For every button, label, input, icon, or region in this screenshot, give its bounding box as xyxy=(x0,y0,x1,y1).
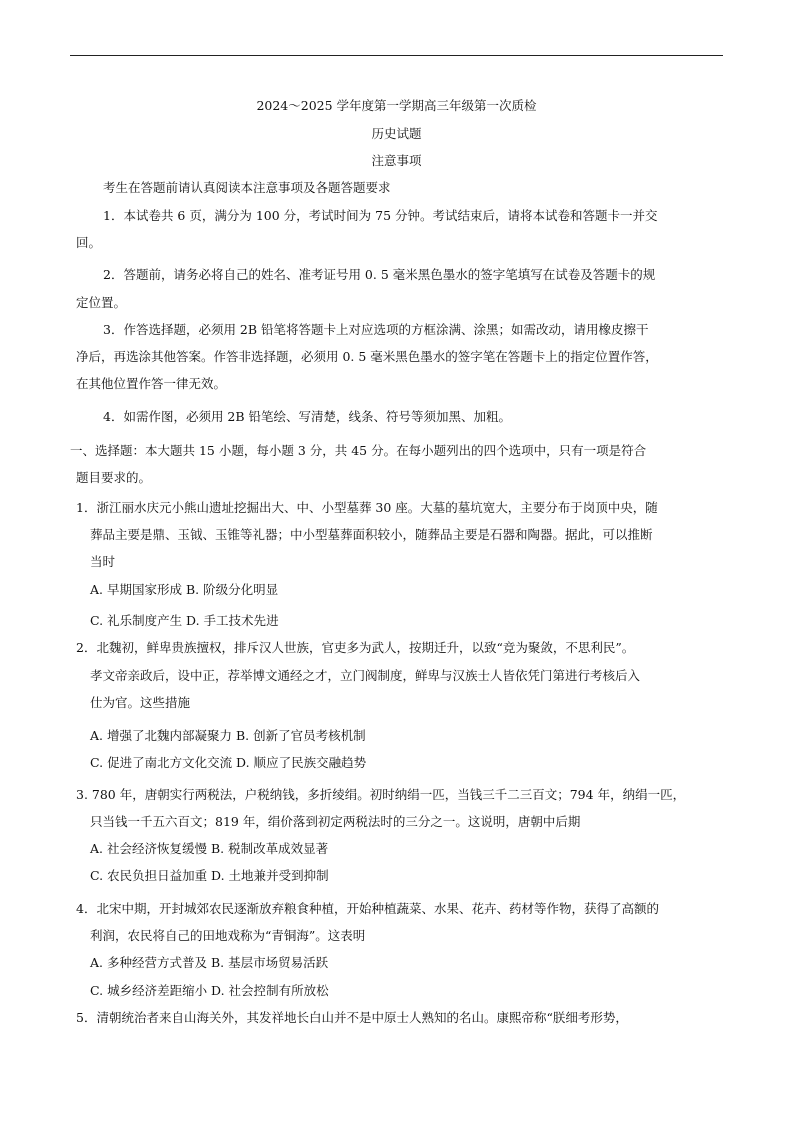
question-5-stem-line-1: 5．清朝统治者来自山海关外，其发祥地长白山并不是中原士人熟知的名山。康熙帝称“朕细考形势， xyxy=(76,1010,628,1025)
question-1-stem-line-2: 葬品主要是鼎、玉钺、玉锥等礼器；中小型墓葬面积较小，随葬品主要是石器和陶器。据此，可以推断 xyxy=(90,527,653,542)
question-1-stem-line-3: 当时 xyxy=(90,554,116,569)
notice-item-1-line-2: 回。 xyxy=(76,235,102,250)
notice-heading: 注意事项 xyxy=(371,153,422,168)
question-2-stem-line-3: 仕为官。这些措施 xyxy=(90,695,191,710)
notice-item-3-line-2: 净后，再选涂其他答案。作答非选择题，必须用 0. 5 毫米黑色墨水的签字笔在答题卡上的指定位置作答， xyxy=(76,349,658,364)
question-4-options-line-2: C. 城乡经济差距缩小 D. 社会控制有所放松 xyxy=(90,983,329,998)
question-2-options-line-1: A. 增强了北魏内部凝聚力 B. 创新了官员考核机制 xyxy=(90,728,366,743)
question-1-stem-line-1: 1．浙江丽水庆元小熊山遗址挖掘出大、中、小型墓葬 30 座。大墓的墓坑宽大，主要分布于岗顶中央，随 xyxy=(76,500,658,515)
notice-item-1-line-1: 1．本试卷共 6 页，满分为 100 分，考试时间为 75 分钟。考试结束后，请将本试卷和答题卡一并交 xyxy=(103,208,658,223)
question-2-options-line-2: C. 促进了南北方文化交流 D. 顺应了民族交融趋势 xyxy=(90,755,367,770)
notice-item-3-line-3: 在其他位置作答一律无效。 xyxy=(76,376,227,391)
question-4-stem-line-1: 4．北宋中期，开封城郊农民逐渐放弃粮食种植，开始种植蔬菜、水果、花卉、药材等作物，获得了高额的 xyxy=(76,901,659,916)
question-2-stem-line-2: 孝文帝亲政后，设中正，荐举博文通经之才，立门阀制度，鲜卑与汉族士人皆依凭门第进行考核后入 xyxy=(90,668,641,683)
header-rule xyxy=(70,55,723,56)
question-3-options-line-2: C. 农民负担日益加重 D. 土地兼并受到抑制 xyxy=(90,868,329,883)
exam-subject: 历史试题 xyxy=(371,126,422,141)
question-4-stem-line-2: 利润，农民将自己的田地戏称为“青铜海”。这表明 xyxy=(90,928,366,943)
notice-item-2-line-1: 2．答题前，请务必将自己的姓名、准考证号用 0. 5 毫米黑色墨水的签字笔填写在试卷及答题卡的规 xyxy=(103,267,656,282)
exam-title: 2024～2025 学年度第一学期高三年级第一次质检 xyxy=(256,98,537,113)
notice-intro: 考生在答题前请认真阅读本注意事项及各题答题要求 xyxy=(103,180,391,195)
section-heading-line-2: 题目要求的。 xyxy=(76,470,152,485)
section-heading-line-1: 一、选择题：本大题共 15 小题，每小题 3 分，共 45 分。在每小题列出的四个选项中，只有一项是符合 xyxy=(70,443,647,458)
question-3-stem-line-1: 3. 780 年，唐朝实行两税法，户税纳钱，多折绫绢。初时纳绢一匹，当钱三千二三百文；794 年，纳绢一匹， xyxy=(76,787,686,802)
question-4-options-line-1: A. 多种经营方式普及 B. 基层市场贸易活跃 xyxy=(90,955,329,970)
notice-item-2-line-2: 定位置。 xyxy=(76,295,127,310)
question-3-options-line-1: A. 社会经济恢复缓慢 B. 税制改革成效显著 xyxy=(90,841,329,856)
notice-item-4-line-1: 4．如需作图，必须用 2B 铅笔绘、写清楚，线条、符号等须加黑、加粗。 xyxy=(103,409,512,424)
question-1-options-line-1: A. 早期国家形成 B. 阶级分化明显 xyxy=(90,582,279,597)
question-1-options-line-2: C. 礼乐制度产生 D. 手工技术先进 xyxy=(90,613,279,628)
notice-item-3-line-1: 3．作答选择题，必须用 2B 铅笔将答题卡上对应选项的方框涂满、涂黑；如需改动，请用橡皮擦干 xyxy=(103,322,649,337)
question-3-stem-line-2: 只当钱一千五六百文；819 年，绢价落到初定两税法时的三分之一。这说明，唐朝中后期 xyxy=(90,814,581,829)
question-2-stem-line-1: 2．北魏初，鲜卑贵族擅权，排斥汉人世族，官吏多为武人，按期迁升，以致“竞为聚敛，不思利民”。 xyxy=(76,640,635,655)
